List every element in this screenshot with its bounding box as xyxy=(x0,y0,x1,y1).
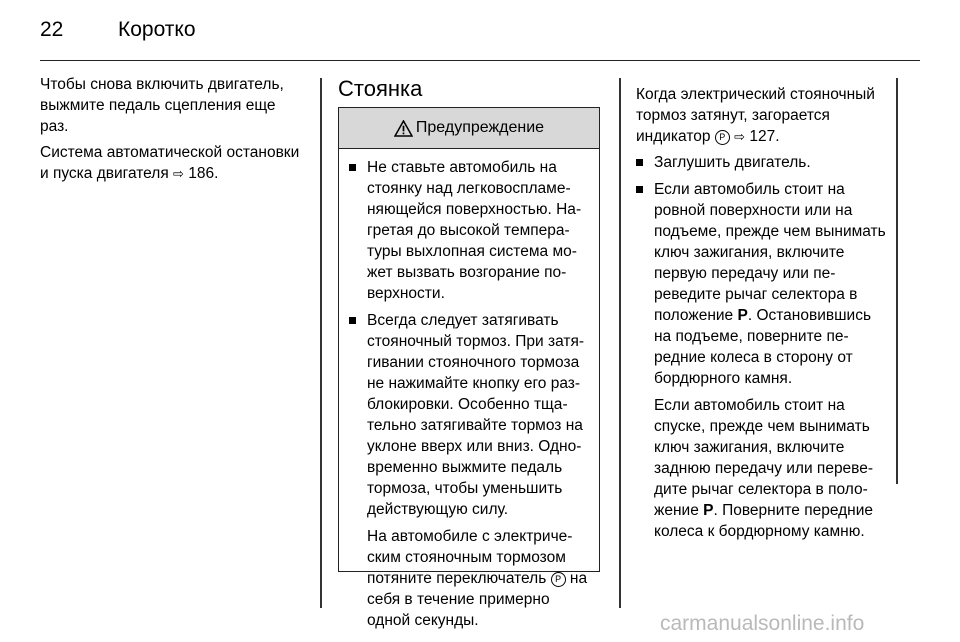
list-item-text: Если автомобиль стоит на ровной поверхности или на подъеме, прежде чем вынимать ключ зажигания, включите первую передачу или переведите рычаг селектора в положение xyxy=(654,181,886,324)
list-item-text: Всегда следует затягивать стояночный тормоз. При затягивании стояночного тормоза не нажимайте кнопку его разблокировки. Особенно тщательно затягивайте тормоз на уклоне вверх или вниз. Одновременно выжмите педаль тормоза, чтобы уменьшить действующую силу. xyxy=(367,312,585,518)
page-number: 22 xyxy=(40,18,64,41)
gear-position: P xyxy=(703,502,714,519)
paragraph-text: На автомобиле с электрическим стояночным тормозом потяните переключатель xyxy=(367,528,573,587)
list-item-text: Заглушить двигатель. xyxy=(654,154,811,171)
column-divider xyxy=(320,78,322,608)
watermark: carmanualsonline.info xyxy=(660,612,865,635)
warning-body xyxy=(339,149,599,631)
list-item xyxy=(349,157,589,304)
chapter-title: Коротко xyxy=(118,18,196,41)
warning-header xyxy=(339,108,599,149)
list-item xyxy=(636,152,888,173)
paragraph: Чтобы снова включить двигатель, выжмите педаль сцепления еще раз. xyxy=(40,76,284,135)
page-ref-arrow-icon: ⇨ xyxy=(173,166,184,181)
paragraph-text: Если автомобиль стоит на спуске, прежде чем вынимать ключ зажигания, включите заднюю передачу или переведите рычаг селектора в положение xyxy=(654,397,874,519)
column-divider xyxy=(619,78,621,608)
parking-brake-icon: P xyxy=(715,130,730,145)
page-ref-arrow-icon: ⇨ xyxy=(734,129,746,144)
paragraph-with-reference xyxy=(40,142,302,184)
paragraph-text: Система автоматической остановки и пуска двигателя xyxy=(40,144,300,182)
list-item-text: Не ставьте автомобиль на стоянку над легковоспламеняющейся поверхностью. Нагретая до высокой температуры выхлопная система может вызвать возгорание поверхности. xyxy=(367,159,582,302)
bullet-square-icon xyxy=(636,159,643,166)
list-item xyxy=(349,310,589,520)
paragraph-text: . Поверните передние колеса к бордюрному камню. xyxy=(654,502,874,540)
section-title: Стоянка xyxy=(338,76,423,101)
parking-brake-icon: P xyxy=(551,572,566,587)
page-reference: 186. xyxy=(188,165,219,182)
bullet-square-icon xyxy=(636,186,643,193)
list-item xyxy=(636,179,888,389)
header-divider xyxy=(40,60,920,61)
warning-triangle-icon xyxy=(394,120,413,137)
page-reference: 127. xyxy=(749,128,780,145)
column-3 xyxy=(636,84,888,547)
paragraph xyxy=(349,526,589,631)
warning-title: Предупреждение xyxy=(415,119,545,136)
column-divider xyxy=(896,78,898,484)
paragraph-text: на себя в течение примерно одной секунды. xyxy=(367,570,588,629)
bullet-square-icon xyxy=(349,164,356,171)
warning-box xyxy=(338,107,600,629)
gear-position: P xyxy=(737,307,748,324)
bullet-square-icon xyxy=(349,317,356,324)
paragraph xyxy=(636,395,888,542)
list-item-text: . Остановившись на подъеме, поверните передние колеса в сторону от бордюрного камня. xyxy=(654,307,872,387)
paragraph-with-reference xyxy=(636,84,888,147)
column-1 xyxy=(40,74,302,189)
paragraph-text: Когда электрический стояночный тормоз затянут, загорается индикатор xyxy=(636,86,875,145)
